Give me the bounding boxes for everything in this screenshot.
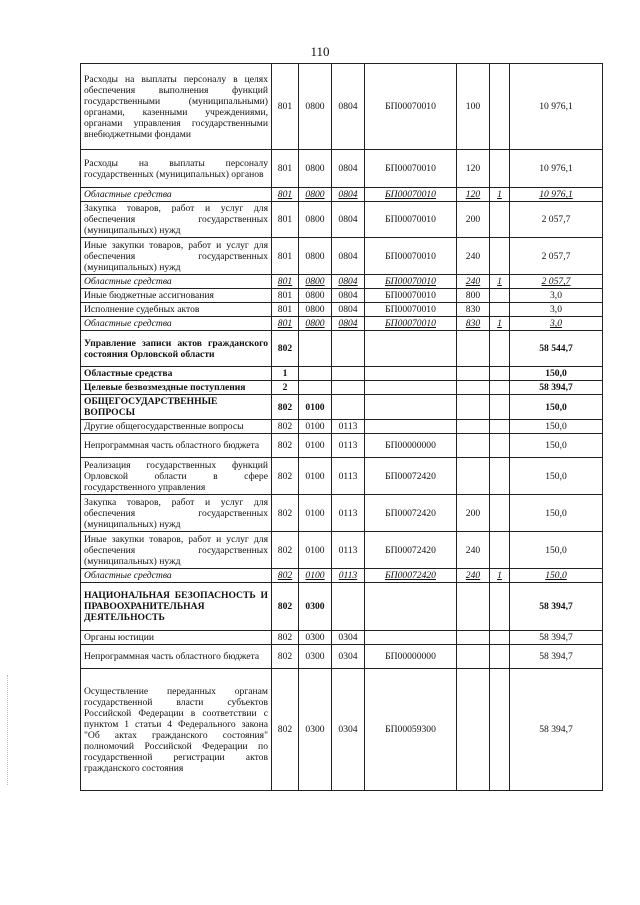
section-code-cell (299, 381, 332, 395)
subsection-code-cell (332, 331, 365, 367)
admin-code-cell: 802 (272, 458, 299, 495)
table-row (81, 188, 603, 202)
expense-type-cell (457, 458, 490, 495)
admin-code-cell: 801 (272, 317, 299, 331)
target-article-cell: БП00070010 (365, 238, 457, 275)
amount-cell: 150,0 (510, 395, 603, 420)
row-name-cell: Осуществление переданных органам государственной власти субъектов Российской Федерации в соответствии с пунктом 1 статьи 4 Федерального закона "Об актах гражданского состояния" полномочий Российской Федерации по государственной регистрации актов гражданского состояния (81, 669, 272, 791)
table-row (81, 583, 603, 631)
source-code-cell (490, 495, 510, 532)
section-code-cell (299, 331, 332, 367)
target-article-cell (365, 331, 457, 367)
target-article-cell: БП00059300 (365, 669, 457, 791)
section-code-cell: 0800 (299, 188, 332, 202)
table-row (81, 289, 603, 303)
row-name-cell: Расходы на выплаты персоналу государственных (муниципальных) органов (81, 150, 272, 188)
target-article-cell: БП00072420 (365, 532, 457, 569)
admin-code-cell: 802 (272, 395, 299, 420)
table-row (81, 64, 603, 150)
section-code-cell: 0300 (299, 669, 332, 791)
target-article-cell: БП00070010 (365, 150, 457, 188)
amount-cell: 150,0 (510, 434, 603, 458)
row-name-cell: Непрограммная часть областного бюджета (81, 434, 272, 458)
row-name-cell: Областные средства (81, 367, 272, 381)
amount-cell: 10 976,1 (510, 188, 603, 202)
section-code-cell: 0300 (299, 583, 332, 631)
source-code-cell (490, 64, 510, 150)
subsection-code-cell: 0804 (332, 303, 365, 317)
subsection-code-cell (332, 583, 365, 631)
section-code-cell: 0800 (299, 64, 332, 150)
source-code-cell (490, 367, 510, 381)
expense-type-cell: 200 (457, 495, 490, 532)
target-article-cell: БП00072420 (365, 458, 457, 495)
source-code-cell (490, 202, 510, 238)
expense-type-cell (457, 669, 490, 791)
subsection-code-cell: 0304 (332, 645, 365, 669)
source-code-cell (490, 434, 510, 458)
subsection-code-cell: 0304 (332, 631, 365, 645)
amount-cell: 3,0 (510, 289, 603, 303)
target-article-cell (365, 583, 457, 631)
subsection-code-cell: 0113 (332, 434, 365, 458)
admin-code-cell: 801 (272, 303, 299, 317)
section-code-cell: 0800 (299, 150, 332, 188)
subsection-code-cell: 0304 (332, 669, 365, 791)
subsection-code-cell: 0113 (332, 420, 365, 434)
amount-cell: 2 057,7 (510, 275, 603, 289)
admin-code-cell: 802 (272, 583, 299, 631)
expense-type-cell (457, 367, 490, 381)
table-row (81, 495, 603, 532)
expense-type-cell: 100 (457, 64, 490, 150)
row-name-cell: Закупка товаров, работ и услуг для обеспечения государственных (муниципальных) нужд (81, 495, 272, 532)
table-row (81, 303, 603, 317)
amount-cell: 150,0 (510, 495, 603, 532)
source-code-cell (490, 289, 510, 303)
table-row (81, 331, 603, 367)
amount-cell: 150,0 (510, 367, 603, 381)
expense-type-cell (457, 645, 490, 669)
section-code-cell: 0800 (299, 202, 332, 238)
expense-type-cell (457, 631, 490, 645)
target-article-cell (365, 631, 457, 645)
source-code-cell (490, 645, 510, 669)
amount-cell: 150,0 (510, 532, 603, 569)
row-name-cell: Закупка товаров, работ и услуг для обеспечения государственных (муниципальных) нужд (81, 202, 272, 238)
amount-cell: 150,0 (510, 569, 603, 583)
expense-type-cell (457, 420, 490, 434)
admin-code-cell: 1 (272, 367, 299, 381)
row-name-cell: Расходы на выплаты персоналу в целях обеспечения выполнения функций государственными (муниципальными) органами, казенными учреждениями, органами управления государственными внебюджетными фондами (81, 64, 272, 150)
table-row (81, 202, 603, 238)
source-code-cell: 1 (490, 275, 510, 289)
target-article-cell: БП00070010 (365, 202, 457, 238)
expense-type-cell (457, 381, 490, 395)
subsection-code-cell: 0113 (332, 532, 365, 569)
row-name-cell: Реализация государственных функций Орловской области в сфере государственного управления (81, 458, 272, 495)
budget-table (80, 63, 603, 791)
table-row (81, 420, 603, 434)
amount-cell: 3,0 (510, 317, 603, 331)
admin-code-cell: 802 (272, 420, 299, 434)
table-row (81, 381, 603, 395)
subsection-code-cell (332, 381, 365, 395)
row-name-cell: Областные средства (81, 317, 272, 331)
amount-cell: 58 394,7 (510, 669, 603, 791)
target-article-cell: БП00070010 (365, 317, 457, 331)
admin-code-cell: 802 (272, 331, 299, 367)
subsection-code-cell: 0804 (332, 289, 365, 303)
page-number: 110 (310, 44, 330, 59)
subsection-code-cell: 0804 (332, 188, 365, 202)
source-code-cell: 1 (490, 188, 510, 202)
subsection-code-cell (332, 367, 365, 381)
subsection-code-cell: 0113 (332, 569, 365, 583)
row-name-cell: ОБЩЕГОСУДАРСТВЕННЫЕ ВОПРОСЫ (81, 395, 272, 420)
expense-type-cell (457, 331, 490, 367)
table-row (81, 150, 603, 188)
target-article-cell: БП00000000 (365, 645, 457, 669)
amount-cell: 58 394,7 (510, 631, 603, 645)
admin-code-cell: 801 (272, 202, 299, 238)
row-name-cell: Непрограммная часть областного бюджета (81, 645, 272, 669)
target-article-cell: БП00070010 (365, 188, 457, 202)
target-article-cell (365, 381, 457, 395)
expense-type-cell: 120 (457, 150, 490, 188)
row-name-cell: Иные бюджетные ассигнования (81, 289, 272, 303)
source-code-cell (490, 150, 510, 188)
subsection-code-cell: 0804 (332, 150, 365, 188)
table-row (81, 395, 603, 420)
admin-code-cell: 802 (272, 631, 299, 645)
section-code-cell: 0100 (299, 395, 332, 420)
source-code-cell (490, 395, 510, 420)
target-article-cell (365, 367, 457, 381)
section-code-cell: 0100 (299, 420, 332, 434)
expense-type-cell: 200 (457, 202, 490, 238)
section-code-cell: 0100 (299, 495, 332, 532)
admin-code-cell: 802 (272, 669, 299, 791)
row-name-cell: Иные закупки товаров, работ и услуг для обеспечения государственных (муниципальных) нужд (81, 238, 272, 275)
row-name-cell: Другие общегосударственные вопросы (81, 420, 272, 434)
table-row (81, 569, 603, 583)
target-article-cell: БП00072420 (365, 495, 457, 532)
section-code-cell (299, 367, 332, 381)
amount-cell: 2 057,7 (510, 202, 603, 238)
section-code-cell: 0800 (299, 303, 332, 317)
section-code-cell: 0100 (299, 434, 332, 458)
subsection-code-cell: 0113 (332, 495, 365, 532)
amount-cell: 58 394,7 (510, 583, 603, 631)
source-code-cell (490, 583, 510, 631)
table-row (81, 532, 603, 569)
subsection-code-cell: 0804 (332, 317, 365, 331)
table-row (81, 669, 603, 791)
target-article-cell: БП00070010 (365, 289, 457, 303)
table-row (81, 238, 603, 275)
section-code-cell: 0100 (299, 532, 332, 569)
amount-cell: 2 057,7 (510, 238, 603, 275)
section-code-cell: 0800 (299, 238, 332, 275)
subsection-code-cell: 0804 (332, 275, 365, 289)
amount-cell: 58 394,7 (510, 381, 603, 395)
subsection-code-cell: 0804 (332, 64, 365, 150)
table-row (81, 275, 603, 289)
section-code-cell: 0800 (299, 289, 332, 303)
admin-code-cell: 801 (272, 275, 299, 289)
table-row (81, 631, 603, 645)
admin-code-cell: 802 (272, 532, 299, 569)
expense-type-cell: 120 (457, 188, 490, 202)
amount-cell: 150,0 (510, 458, 603, 495)
target-article-cell (365, 395, 457, 420)
target-article-cell: БП00072420 (365, 569, 457, 583)
admin-code-cell: 801 (272, 289, 299, 303)
expense-type-cell: 240 (457, 238, 490, 275)
section-code-cell: 0300 (299, 645, 332, 669)
expense-type-cell (457, 434, 490, 458)
subsection-code-cell: 0804 (332, 238, 365, 275)
subsection-code-cell: 0804 (332, 202, 365, 238)
admin-code-cell: 801 (272, 150, 299, 188)
source-code-cell (490, 458, 510, 495)
source-code-cell (490, 669, 510, 791)
expense-type-cell: 240 (457, 532, 490, 569)
row-name-cell: Областные средства (81, 275, 272, 289)
table-row (81, 645, 603, 669)
admin-code-cell: 801 (272, 238, 299, 275)
source-code-cell (490, 532, 510, 569)
admin-code-cell: 801 (272, 188, 299, 202)
section-code-cell: 0100 (299, 569, 332, 583)
target-article-cell (365, 420, 457, 434)
amount-cell: 10 976,1 (510, 64, 603, 150)
scan-edge-marks (7, 675, 10, 785)
row-name-cell: НАЦИОНАЛЬНАЯ БЕЗОПАСНОСТЬ И ПРАВООХРАНИТЕЛЬНАЯ ДЕЯТЕЛЬНОСТЬ (81, 583, 272, 631)
source-code-cell (490, 238, 510, 275)
table-row (81, 367, 603, 381)
expense-type-cell: 800 (457, 289, 490, 303)
source-code-cell: 1 (490, 317, 510, 331)
subsection-code-cell (332, 395, 365, 420)
table-body (81, 64, 603, 791)
table-row (81, 434, 603, 458)
source-code-cell (490, 303, 510, 317)
expense-type-cell: 240 (457, 569, 490, 583)
expense-type-cell: 830 (457, 317, 490, 331)
target-article-cell: БП00070010 (365, 275, 457, 289)
admin-code-cell: 802 (272, 645, 299, 669)
admin-code-cell: 2 (272, 381, 299, 395)
admin-code-cell: 802 (272, 495, 299, 532)
source-code-cell (490, 331, 510, 367)
subsection-code-cell: 0113 (332, 458, 365, 495)
expense-type-cell: 240 (457, 275, 490, 289)
target-article-cell: БП00000000 (365, 434, 457, 458)
expense-type-cell (457, 583, 490, 631)
target-article-cell: БП00070010 (365, 303, 457, 317)
admin-code-cell: 801 (272, 64, 299, 150)
section-code-cell: 0800 (299, 275, 332, 289)
section-code-cell: 0800 (299, 317, 332, 331)
expense-type-cell (457, 395, 490, 420)
table-row (81, 458, 603, 495)
row-name-cell: Управление записи актов гражданского состояния Орловской области (81, 331, 272, 367)
amount-cell: 58 544,7 (510, 331, 603, 367)
row-name-cell: Областные средства (81, 569, 272, 583)
section-code-cell: 0300 (299, 631, 332, 645)
table-row (81, 317, 603, 331)
amount-cell: 3,0 (510, 303, 603, 317)
source-code-cell (490, 381, 510, 395)
source-code-cell (490, 420, 510, 434)
amount-cell: 10 976,1 (510, 150, 603, 188)
row-name-cell: Органы юстиции (81, 631, 272, 645)
admin-code-cell: 802 (272, 569, 299, 583)
amount-cell: 150,0 (510, 420, 603, 434)
section-code-cell: 0100 (299, 458, 332, 495)
admin-code-cell: 802 (272, 434, 299, 458)
target-article-cell: БП00070010 (365, 64, 457, 150)
row-name-cell: Целевые безвозмездные поступления (81, 381, 272, 395)
source-code-cell: 1 (490, 569, 510, 583)
expense-type-cell: 830 (457, 303, 490, 317)
row-name-cell: Областные средства (81, 188, 272, 202)
amount-cell: 58 394,7 (510, 645, 603, 669)
row-name-cell: Иные закупки товаров, работ и услуг для обеспечения государственных (муниципальных) нужд (81, 532, 272, 569)
source-code-cell (490, 631, 510, 645)
row-name-cell: Исполнение судебных актов (81, 303, 272, 317)
